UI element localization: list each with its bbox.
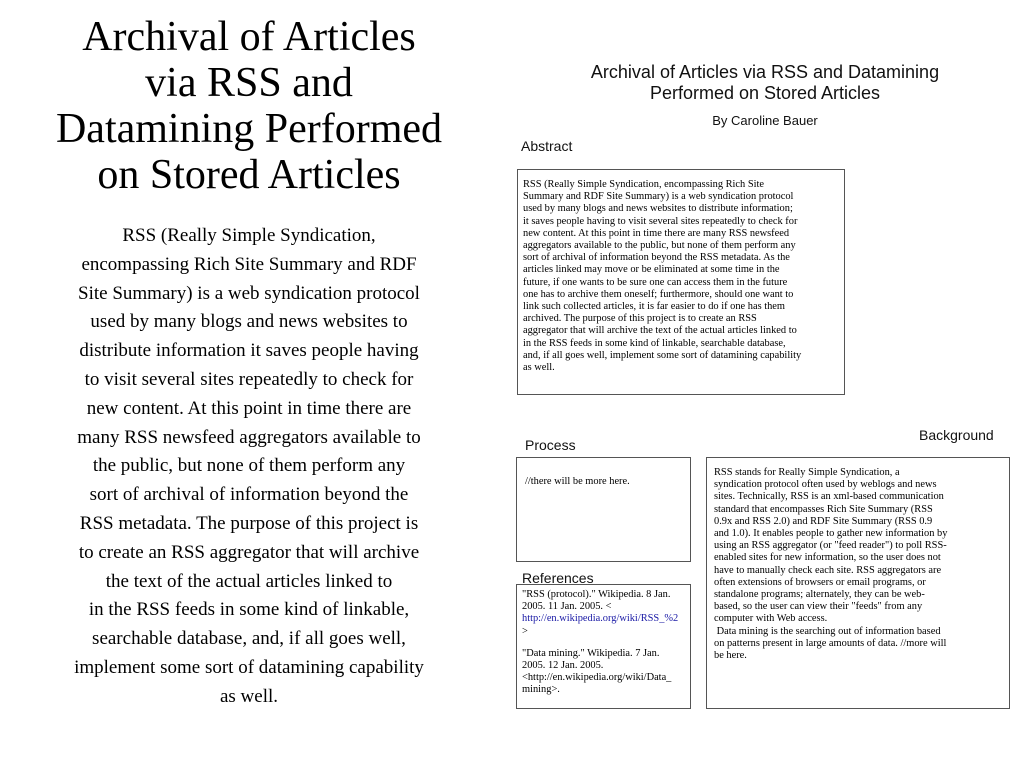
abstract-line: articles linked may move or be eliminated at some time in the xyxy=(523,264,780,276)
poster-title xyxy=(525,62,1005,104)
process-heading: Process xyxy=(525,437,576,453)
reference-line: "Data mining." Wikipedia. 7 Jan. xyxy=(522,647,660,659)
body-line: the text of the actual articles linked to xyxy=(105,570,393,592)
slide-title-line: on Stored Articles xyxy=(97,152,401,198)
body-line: RSS (Really Simple Syndication, xyxy=(122,225,376,246)
background-line: Data mining is the searching out of information based xyxy=(714,625,941,637)
background-line: enabled sites for new information, so the user does not xyxy=(714,552,941,564)
background-line: 0.9x and RSS 2.0) and RDF Site Summary (RSS 0.9 xyxy=(714,515,933,527)
abstract-line: aggregator that will archive the text of the actual articles linked to xyxy=(523,325,797,337)
body-line: many RSS newsfeed aggregators available to xyxy=(77,426,421,448)
abstract-line: used by many blogs and news websites to distribute information; xyxy=(523,203,793,215)
body-line: to create an RSS aggregator that will archive xyxy=(78,541,420,563)
background-line: sites. Technically, RSS is an xml-based communication xyxy=(714,491,944,503)
body-line: implement some sort of datamining capability xyxy=(74,656,424,678)
reference-link[interactable]: http://en.wikipedia.org/wiki/RSS_%2 xyxy=(522,613,679,625)
reference-line: 2005. 11 Jan. 2005. < xyxy=(522,601,612,613)
abstract-line: as well. xyxy=(523,362,555,374)
reference-entry xyxy=(522,648,685,697)
process-text: //there will be more here. xyxy=(525,476,630,487)
body-line: RSS metadata. The purpose of this project is xyxy=(79,512,419,534)
poster-thumbnail xyxy=(505,0,1020,768)
references-heading: References xyxy=(522,570,594,586)
abstract-line: in the RSS feeds in some kind of linkable, searchable database, xyxy=(523,337,786,349)
abstract-line: it saves people having to visit several sites repeatedly to check for xyxy=(523,215,798,227)
poster-author: By Caroline Bauer xyxy=(712,113,818,128)
body-line: the public, but none of them perform any xyxy=(92,455,406,477)
background-line: syndication protocol often used by weblogs and news xyxy=(714,479,937,491)
abstract-heading: Abstract xyxy=(521,138,573,154)
abstract-line: sort of archival of information beyond the RSS metadata. As the xyxy=(523,252,790,264)
background-line: on patterns present in large amounts of data. //more will xyxy=(714,637,947,649)
abstract-line: archived. The purpose of this project is to create an RSS xyxy=(523,313,757,325)
background-line: have to manually check each site. RSS aggregators are xyxy=(714,564,942,576)
body-line: as well. xyxy=(219,685,279,707)
reference-entry xyxy=(522,589,685,638)
abstract-line: aggregators available to the public, but none of them perform any xyxy=(523,240,796,252)
abstract-line: link such collected articles, it is far easier to do if one has them xyxy=(523,301,785,313)
slide-body-text xyxy=(6,222,492,712)
background-line: using an RSS aggregator (or "feed reader") to poll RSS- xyxy=(714,540,947,552)
body-line: sort of archival of information beyond the xyxy=(89,484,409,506)
abstract-line: and, if all goes well, implement some sort of datamining capability xyxy=(523,349,802,361)
abstract-line: one has to archive them oneself; furthermore, should one want to xyxy=(523,288,794,300)
slide-title xyxy=(6,14,492,198)
background-line: standard that encompasses Rich Site Summary (RSS xyxy=(714,503,933,515)
body-line: distribute information it saves people having xyxy=(79,340,419,362)
abstract-box xyxy=(517,169,845,395)
poster-title-line: Performed on Stored Articles xyxy=(649,83,881,103)
process-box xyxy=(516,457,691,562)
body-line: used by many blogs and news websites to xyxy=(90,311,408,333)
body-line: searchable database, and, if all goes well, xyxy=(92,628,406,650)
background-line: often extensions of browsers or email programs, or xyxy=(714,576,926,588)
background-heading: Background xyxy=(919,427,994,443)
poster-title-line: Archival of Articles via RSS and Datamining xyxy=(590,62,940,82)
slide-title-line: Datamining Performed xyxy=(55,106,443,152)
abstract-line: future, if one wants to be sure one can access them in the future xyxy=(523,276,788,288)
body-line: new content. At this point in time there are xyxy=(86,397,412,419)
reference-line: mining>. xyxy=(522,684,560,696)
abstract-line: new content. At this point in time there are many RSS newsfeed xyxy=(523,227,790,239)
slide-text-column xyxy=(6,14,492,712)
references-box xyxy=(516,584,691,709)
slide-title-line: via RSS and xyxy=(145,60,353,106)
body-line: Site Summary) is a web syndication protocol xyxy=(78,282,420,304)
body-line: encompassing Rich Site Summary and RDF xyxy=(81,253,417,275)
background-line: computer with Web access. xyxy=(714,613,828,625)
abstract-line: Summary and RDF Site Summary) is a web syndication protocol xyxy=(523,191,794,203)
background-line: based, so the user can view their "feeds" from any xyxy=(714,601,923,613)
background-box xyxy=(706,457,1010,709)
abstract-line: RSS (Really Simple Syndication, encompassing Rich Site xyxy=(523,179,764,190)
reference-line: 2005. 12 Jan. 2005. xyxy=(522,660,604,672)
body-line: to visit several sites repeatedly to check for xyxy=(84,368,414,390)
reference-line: "RSS (protocol)." Wikipedia. 8 Jan. xyxy=(522,589,671,600)
background-line: RSS stands for Really Simple Syndication, a xyxy=(714,467,900,478)
reference-line: > xyxy=(522,625,528,637)
body-line: in the RSS feeds in some kind of linkable, xyxy=(88,599,410,621)
background-line: standalone programs; alternately, they can be web- xyxy=(714,589,925,601)
background-line: and 1.0). It enables people to gather new information by xyxy=(714,528,948,540)
reference-line: <http://en.wikipedia.org/wiki/Data_ xyxy=(522,672,672,684)
background-line: be here. xyxy=(714,650,747,662)
slide-title-line: Archival of Articles xyxy=(82,14,416,60)
